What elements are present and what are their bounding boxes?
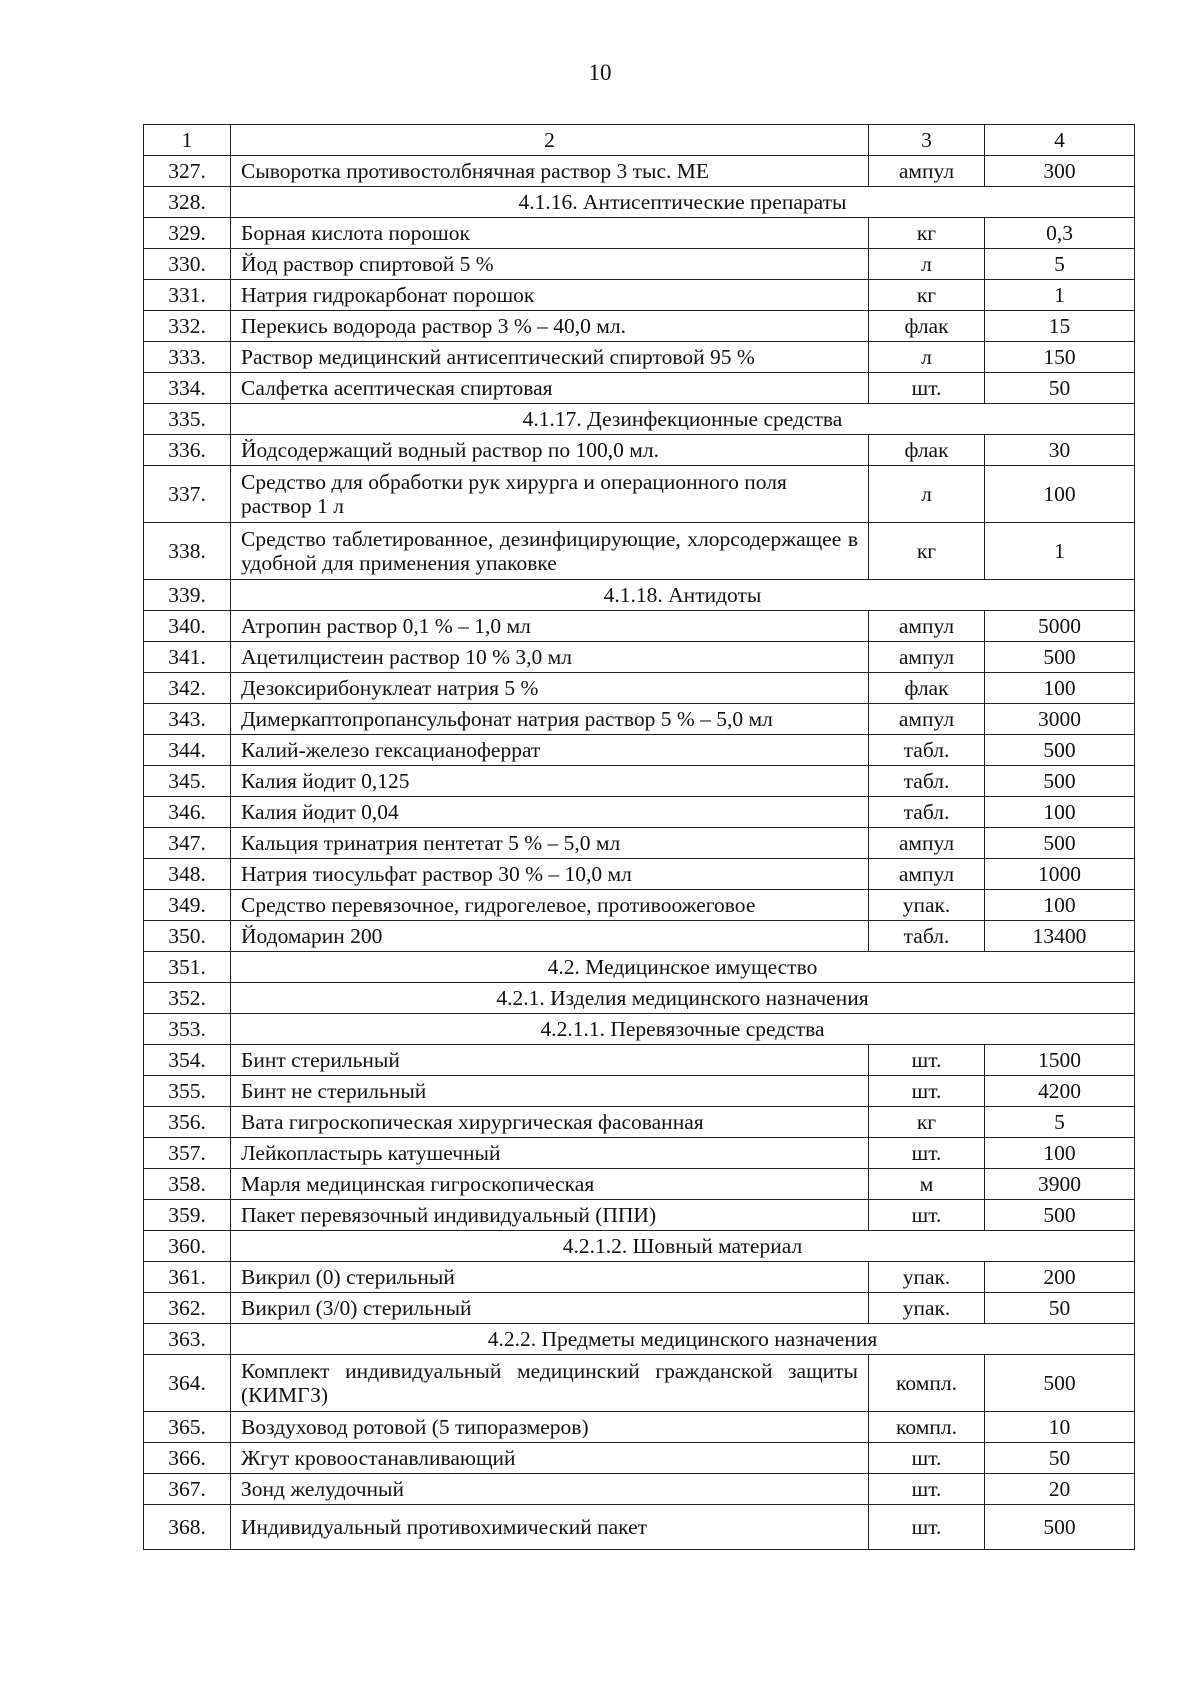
item-quantity: 500	[985, 828, 1135, 859]
row-number: 354.	[144, 1045, 231, 1076]
section-title: 4.2.1.2. Шовный материал	[231, 1231, 1135, 1262]
row-number: 330.	[144, 249, 231, 280]
row-number: 363.	[144, 1324, 231, 1355]
item-name: Пакет перевязочный индивидуальный (ППИ)	[231, 1200, 869, 1231]
item-unit: кг	[869, 523, 985, 580]
item-quantity: 3900	[985, 1169, 1135, 1200]
row-number: 367.	[144, 1474, 231, 1505]
item-unit: компл.	[869, 1412, 985, 1443]
item-quantity: 500	[985, 1200, 1135, 1231]
row-number: 339.	[144, 580, 231, 611]
row-number: 332.	[144, 311, 231, 342]
item-unit: ампул	[869, 859, 985, 890]
table-row	[144, 435, 1135, 466]
item-quantity: 5	[985, 1107, 1135, 1138]
section-row	[144, 952, 1135, 983]
table-row	[144, 218, 1135, 249]
item-quantity: 500	[985, 735, 1135, 766]
item-unit: кг	[869, 218, 985, 249]
item-unit: л	[869, 466, 985, 523]
row-number: 331.	[144, 280, 231, 311]
item-unit: ампул	[869, 704, 985, 735]
item-quantity: 3000	[985, 704, 1135, 735]
item-name: Средство таблетированное, дезинфицирующие, хлорсодержащее в удобной для применения упаковке	[231, 523, 869, 580]
item-name: Лейкопластырь катушечный	[231, 1138, 869, 1169]
item-unit: табл.	[869, 921, 985, 952]
item-unit: флак	[869, 435, 985, 466]
item-quantity: 100	[985, 673, 1135, 704]
row-number: 355.	[144, 1076, 231, 1107]
item-unit: шт.	[869, 1200, 985, 1231]
item-unit: ампул	[869, 642, 985, 673]
item-unit: флак	[869, 311, 985, 342]
section-row	[144, 404, 1135, 435]
item-name: Калий-железо гексацианоферрат	[231, 735, 869, 766]
table-row	[144, 1045, 1135, 1076]
row-number: 340.	[144, 611, 231, 642]
table-row	[144, 1138, 1135, 1169]
item-quantity: 200	[985, 1262, 1135, 1293]
item-quantity: 30	[985, 435, 1135, 466]
table-row	[144, 1169, 1135, 1200]
item-quantity: 1	[985, 280, 1135, 311]
section-row	[144, 1231, 1135, 1262]
row-number: 366.	[144, 1443, 231, 1474]
item-unit: шт.	[869, 1443, 985, 1474]
table-row	[144, 466, 1135, 523]
row-number: 337.	[144, 466, 231, 523]
row-number: 335.	[144, 404, 231, 435]
item-unit: л	[869, 342, 985, 373]
table-row	[144, 342, 1135, 373]
table-header-row	[144, 125, 1135, 156]
row-number: 359.	[144, 1200, 231, 1231]
row-number: 356.	[144, 1107, 231, 1138]
section-row	[144, 1014, 1135, 1045]
item-quantity: 5	[985, 249, 1135, 280]
item-quantity: 20	[985, 1474, 1135, 1505]
column-header: 2	[231, 125, 869, 156]
section-title: 4.1.17. Дезинфекционные средства	[231, 404, 1135, 435]
item-unit: табл.	[869, 766, 985, 797]
table-row	[144, 1107, 1135, 1138]
row-number: 343.	[144, 704, 231, 735]
item-name: Атропин раствор 0,1 % – 1,0 мл	[231, 611, 869, 642]
table-row	[144, 766, 1135, 797]
item-name: Сыворотка противостолбнячная раствор 3 тыс. МЕ	[231, 156, 869, 187]
table-row	[144, 156, 1135, 187]
item-name: Жгут кровоостанавливающий	[231, 1443, 869, 1474]
table-row	[144, 859, 1135, 890]
item-quantity: 4200	[985, 1076, 1135, 1107]
item-name: Димеркаптопропансульфонат натрия раствор 5 % – 5,0 мл	[231, 704, 869, 735]
table-row	[144, 1474, 1135, 1505]
row-number: 336.	[144, 435, 231, 466]
section-title: 4.2.2. Предметы медицинского назначения	[231, 1324, 1135, 1355]
item-unit: упак.	[869, 890, 985, 921]
column-header: 3	[869, 125, 985, 156]
table-row	[144, 280, 1135, 311]
item-unit: ампул	[869, 828, 985, 859]
table-row	[144, 797, 1135, 828]
row-number: 346.	[144, 797, 231, 828]
row-number: 361.	[144, 1262, 231, 1293]
item-unit: упак.	[869, 1262, 985, 1293]
item-name: Ацетилцистеин раствор 10 % 3,0 мл	[231, 642, 869, 673]
row-number: 357.	[144, 1138, 231, 1169]
column-header: 1	[144, 125, 231, 156]
row-number: 344.	[144, 735, 231, 766]
row-number: 341.	[144, 642, 231, 673]
table-row	[144, 1505, 1135, 1550]
row-number: 352.	[144, 983, 231, 1014]
table-row	[144, 828, 1135, 859]
item-unit: табл.	[869, 735, 985, 766]
item-unit: шт.	[869, 1045, 985, 1076]
item-name: Вата гигроскопическая хирургическая фасованная	[231, 1107, 869, 1138]
page-number: 10	[588, 60, 612, 85]
item-unit: шт.	[869, 1505, 985, 1550]
row-number: 342.	[144, 673, 231, 704]
item-quantity: 10	[985, 1412, 1135, 1443]
table-row	[144, 735, 1135, 766]
item-quantity: 50	[985, 1443, 1135, 1474]
table-row	[144, 523, 1135, 580]
row-number: 353.	[144, 1014, 231, 1045]
item-name: Йодсодержащий водный раствор по 100,0 мл.	[231, 435, 869, 466]
section-row	[144, 580, 1135, 611]
item-quantity: 150	[985, 342, 1135, 373]
item-quantity: 5000	[985, 611, 1135, 642]
item-quantity: 100	[985, 1138, 1135, 1169]
item-quantity: 0,3	[985, 218, 1135, 249]
table-row	[144, 673, 1135, 704]
item-quantity: 500	[985, 642, 1135, 673]
row-number: 358.	[144, 1169, 231, 1200]
item-quantity: 500	[985, 766, 1135, 797]
section-title: 4.2.1. Изделия медицинского назначения	[231, 983, 1135, 1014]
row-number: 329.	[144, 218, 231, 249]
table-row	[144, 373, 1135, 404]
row-number: 333.	[144, 342, 231, 373]
item-unit: шт.	[869, 373, 985, 404]
item-name: Калия йодит 0,04	[231, 797, 869, 828]
item-quantity: 100	[985, 890, 1135, 921]
row-number: 364.	[144, 1355, 231, 1412]
item-quantity: 50	[985, 1293, 1135, 1324]
item-unit: кг	[869, 280, 985, 311]
table-row	[144, 890, 1135, 921]
item-name: Йодомарин 200	[231, 921, 869, 952]
item-name: Йод раствор спиртовой 5 %	[231, 249, 869, 280]
item-name: Перекись водорода раствор 3 % – 40,0 мл.	[231, 311, 869, 342]
supply-table	[143, 124, 1135, 1550]
item-name: Индивидуальный противохимический пакет	[231, 1505, 869, 1550]
item-name: Бинт стерильный	[231, 1045, 869, 1076]
item-unit: шт.	[869, 1138, 985, 1169]
item-unit: шт.	[869, 1474, 985, 1505]
item-name: Дезоксирибонуклеат натрия 5 %	[231, 673, 869, 704]
row-number: 368.	[144, 1505, 231, 1550]
item-name: Зонд желудочный	[231, 1474, 869, 1505]
table-row	[144, 311, 1135, 342]
table-row	[144, 249, 1135, 280]
item-unit: табл.	[869, 797, 985, 828]
section-row	[144, 983, 1135, 1014]
item-name: Средство перевязочное, гидрогелевое, противоожеговое	[231, 890, 869, 921]
item-unit: упак.	[869, 1293, 985, 1324]
item-name: Викрил (0) стерильный	[231, 1262, 869, 1293]
item-name: Борная кислота порошок	[231, 218, 869, 249]
item-name: Кальция тринатрия пентетат 5 % – 5,0 мл	[231, 828, 869, 859]
row-number: 338.	[144, 523, 231, 580]
table-row	[144, 1076, 1135, 1107]
table-row	[144, 1443, 1135, 1474]
section-row	[144, 187, 1135, 218]
table-row	[144, 642, 1135, 673]
item-unit: шт.	[869, 1076, 985, 1107]
item-quantity: 300	[985, 156, 1135, 187]
item-name: Комплект индивидуальный медицинский гражданской защиты (КИМГЗ)	[231, 1355, 869, 1412]
item-unit: кг	[869, 1107, 985, 1138]
row-number: 362.	[144, 1293, 231, 1324]
item-unit: л	[869, 249, 985, 280]
item-name: Натрия тиосульфат раствор 30 % – 10,0 мл	[231, 859, 869, 890]
table-row	[144, 704, 1135, 735]
row-number: 365.	[144, 1412, 231, 1443]
table-row	[144, 1200, 1135, 1231]
item-unit: ампул	[869, 156, 985, 187]
row-number: 348.	[144, 859, 231, 890]
row-number: 351.	[144, 952, 231, 983]
table-row	[144, 1412, 1135, 1443]
row-number: 350.	[144, 921, 231, 952]
section-title: 4.1.16. Антисептические препараты	[231, 187, 1135, 218]
item-quantity: 1500	[985, 1045, 1135, 1076]
row-number: 345.	[144, 766, 231, 797]
item-name: Викрил (3/0) стерильный	[231, 1293, 869, 1324]
item-quantity: 15	[985, 311, 1135, 342]
item-name: Воздуховод ротовой (5 типоразмеров)	[231, 1412, 869, 1443]
row-number: 360.	[144, 1231, 231, 1262]
item-unit: ампул	[869, 611, 985, 642]
table-row	[144, 611, 1135, 642]
item-quantity: 100	[985, 797, 1135, 828]
item-name: Раствор медицинский антисептический спиртовой 95 %	[231, 342, 869, 373]
row-number: 328.	[144, 187, 231, 218]
item-quantity: 100	[985, 466, 1135, 523]
item-quantity: 50	[985, 373, 1135, 404]
column-header: 4	[985, 125, 1135, 156]
section-row	[144, 1324, 1135, 1355]
table-row	[144, 1262, 1135, 1293]
item-name: Бинт не стерильный	[231, 1076, 869, 1107]
item-name: Калия йодит 0,125	[231, 766, 869, 797]
item-quantity: 500	[985, 1355, 1135, 1412]
section-title: 4.2. Медицинское имущество	[231, 952, 1135, 983]
section-title: 4.1.18. Антидоты	[231, 580, 1135, 611]
item-quantity: 1	[985, 523, 1135, 580]
supply-table-body	[144, 125, 1135, 1550]
section-title: 4.2.1.1. Перевязочные средства	[231, 1014, 1135, 1045]
row-number: 349.	[144, 890, 231, 921]
item-name: Марля медицинская гигроскопическая	[231, 1169, 869, 1200]
row-number: 347.	[144, 828, 231, 859]
item-name: Салфетка асептическая спиртовая	[231, 373, 869, 404]
item-unit: м	[869, 1169, 985, 1200]
row-number: 334.	[144, 373, 231, 404]
table-row	[144, 921, 1135, 952]
row-number: 327.	[144, 156, 231, 187]
table-row	[144, 1355, 1135, 1412]
item-quantity: 1000	[985, 859, 1135, 890]
table-row	[144, 1293, 1135, 1324]
item-name: Натрия гидрокарбонат порошок	[231, 280, 869, 311]
item-quantity: 500	[985, 1505, 1135, 1550]
item-unit: компл.	[869, 1355, 985, 1412]
item-unit: флак	[869, 673, 985, 704]
item-name: Средство для обработки рук хирурга и операционного поля раствор 1 л	[231, 466, 869, 523]
item-quantity: 13400	[985, 921, 1135, 952]
